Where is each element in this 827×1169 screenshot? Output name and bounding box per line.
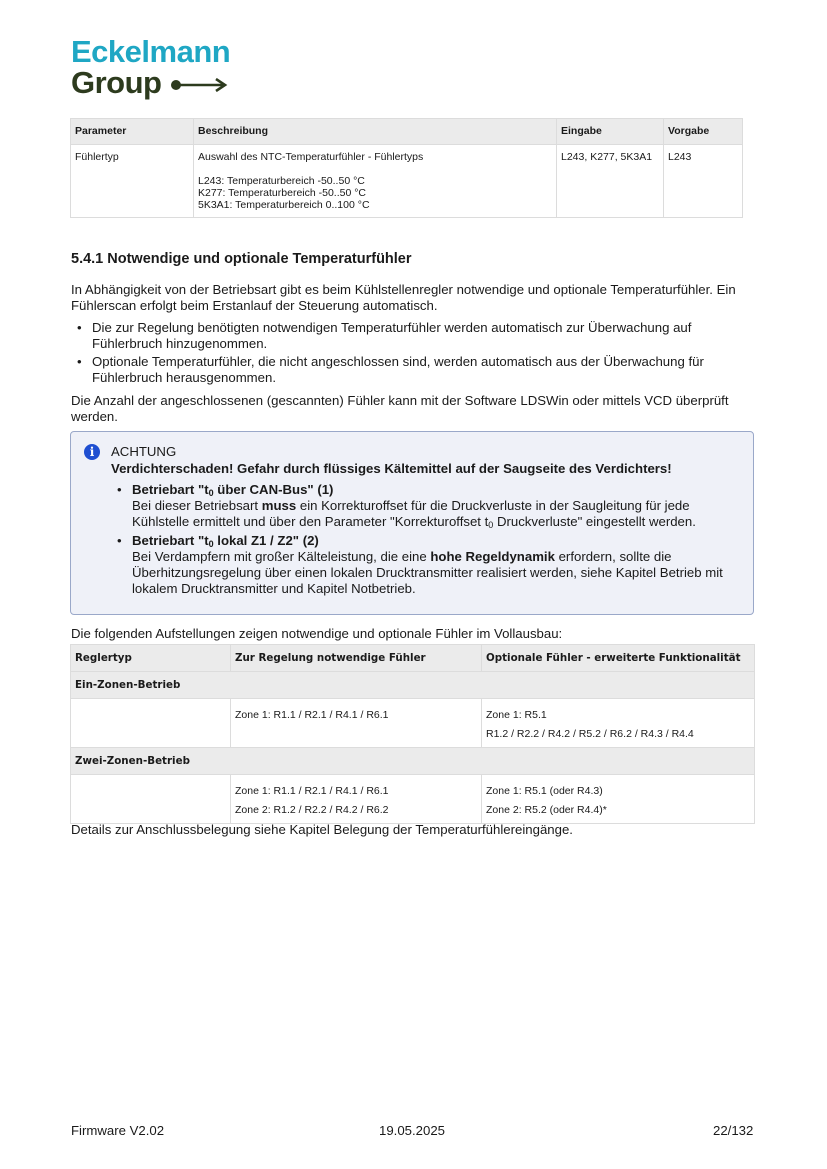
list-item: • Optionale Temperaturfühler, die nicht angeschlossen sind, werden automatisch aus der Überwachung für Fühlerbruch herausgenommen. [71,354,761,386]
cell-vorgabe: L243 [664,145,743,218]
section-heading: 5.4.1 Notwendige und optionale Temperaturfühler [71,251,412,267]
sensor-line: Zone 1: R1.1 / R2.1 / R4.1 / R6.1 [235,785,389,797]
table-header-row [71,645,755,672]
section-row [71,672,755,699]
list-item: • Die zur Regelung benötigten notwendigen Temperaturfühler werden automatisch zur Überwachung auf Fühlerbruch hinzugenommen. [71,320,761,352]
header-vorgabe: Vorgabe [664,119,743,145]
table-row [71,145,743,218]
header-parameter: Parameter [71,119,194,145]
notice-title: ACHTUNG [111,444,177,459]
cell-beschreibung [194,145,557,218]
warning-notice [70,431,754,615]
header-optional: Optionale Fühler - erweiterte Funktionalität [482,645,755,672]
after-paragraph: Die Anzahl der angeschlossenen (gescannten) Fühler kann mit der Software LDSWin oder mittels VCD überprüft werden. [71,393,729,424]
logo-line-1: Eckelmann [71,34,231,69]
item-text: Bei Verdampfern mit großer Kälteleistung, die eine hohe Regeldynamik erfordern, sollte die Überhitzungsregelung über einen lokalen Drucktransmitter realisiert werden, siehe Kapitel Betrieb mit lokalem Drucktransmitter und Kapitel Notbetrieb. [132,549,723,596]
footer-date: 19.05.2025 [379,1123,446,1138]
item-heading: Betriebart "$t_0$ über CAN-Bus" (1) [132,482,334,498]
notice-list [111,482,741,600]
header-beschreibung: Beschreibung [194,119,557,145]
list-item [111,533,741,597]
desc-line: K277: Temperaturbereich -50..50 °C [198,187,367,199]
table-intro: Die folgenden Aufstellungen zeigen notwendige und optionale Fühler im Vollausbau: [71,626,563,641]
company-logo [71,36,230,98]
cell-required [231,775,482,824]
sensor-line: R1.2 / R2.2 / R4.2 / R5.2 / R6.2 / R4.3 / R4.4 [486,727,694,740]
cell-required [231,699,482,748]
desc-main: Auswahl des NTC-Temperaturfühler - Fühlertyps [198,151,424,163]
details-paragraph: Details zur Anschlussbelegung siehe Kapitel Belegung der Temperaturfühlereingänge. [71,822,573,837]
desc-line: L243: Temperaturbereich -50..50 °C [198,175,365,187]
parameter-table [70,118,743,218]
bullet-list [71,320,761,388]
logo-line-2 [71,67,230,98]
sensor-table [70,644,755,824]
intro-paragraph: In Abhängigkeit von der Betriebsart gibt es beim Kühlstellenregler notwendige und optionale Temperaturfühler. Ein Fühlerscan erfolgt beim Erstanlauf der Steuerung automatisch. [71,282,736,313]
cell-eingabe: L243, K277, 5K3A1 [557,145,664,218]
footer-firmware: Firmware V2.02 [71,1123,165,1138]
table-row [71,699,755,748]
header-reglertyp: Reglertyp [71,645,231,672]
cell-parameter: Fühlertyp [71,145,194,218]
logo-line-2-text: Group [71,65,162,100]
sensor-line: Zone 2: R1.2 / R2.2 / R4.2 / R6.2 [235,803,389,816]
table-header-row [71,119,743,145]
footer-page-number: 22/132 [713,1123,754,1138]
cell-empty [71,699,231,748]
cell-optional [482,775,755,824]
item-heading: Betriebart "$t_0$ lokal Z1 / Z2" (2) [132,533,319,549]
section-title: Ein-Zonen-Betrieb [71,672,755,699]
list-item [111,482,741,530]
cell-optional [482,699,755,748]
notice-subtitle: Verdichterschaden! Gefahr durch flüssiges Kältemittel auf der Saugseite des Verdichters! [111,461,672,476]
header-eingabe: Eingabe [557,119,664,145]
sensor-line: Zone 1: R5.1 [486,709,547,721]
arrow-right-icon [170,78,228,92]
sensor-line: Zone 2: R5.2 (oder R4.4)* [486,803,607,816]
info-icon: i [84,444,100,460]
item-text: Bei dieser Betriebsart muss ein Korrekturoffset für die Druckverluste in der Saugleitung für jede Kühlstelle ermittelt und über den Parameter "Korrekturoffset $t_0$ Druckverluste" eingestellt werden. [132,498,696,530]
table-row [71,775,755,824]
sensor-line: Zone 1: R5.1 (oder R4.3) [486,785,603,797]
desc-line: 5K3A1: Temperaturbereich 0..100 °C [198,199,370,211]
section-row [71,748,755,775]
sensor-line: Zone 1: R1.1 / R2.1 / R4.1 / R6.1 [235,709,389,721]
cell-empty [71,775,231,824]
section-title: Zwei-Zonen-Betrieb [71,748,755,775]
header-notwendig: Zur Regelung notwendige Fühler [231,645,482,672]
